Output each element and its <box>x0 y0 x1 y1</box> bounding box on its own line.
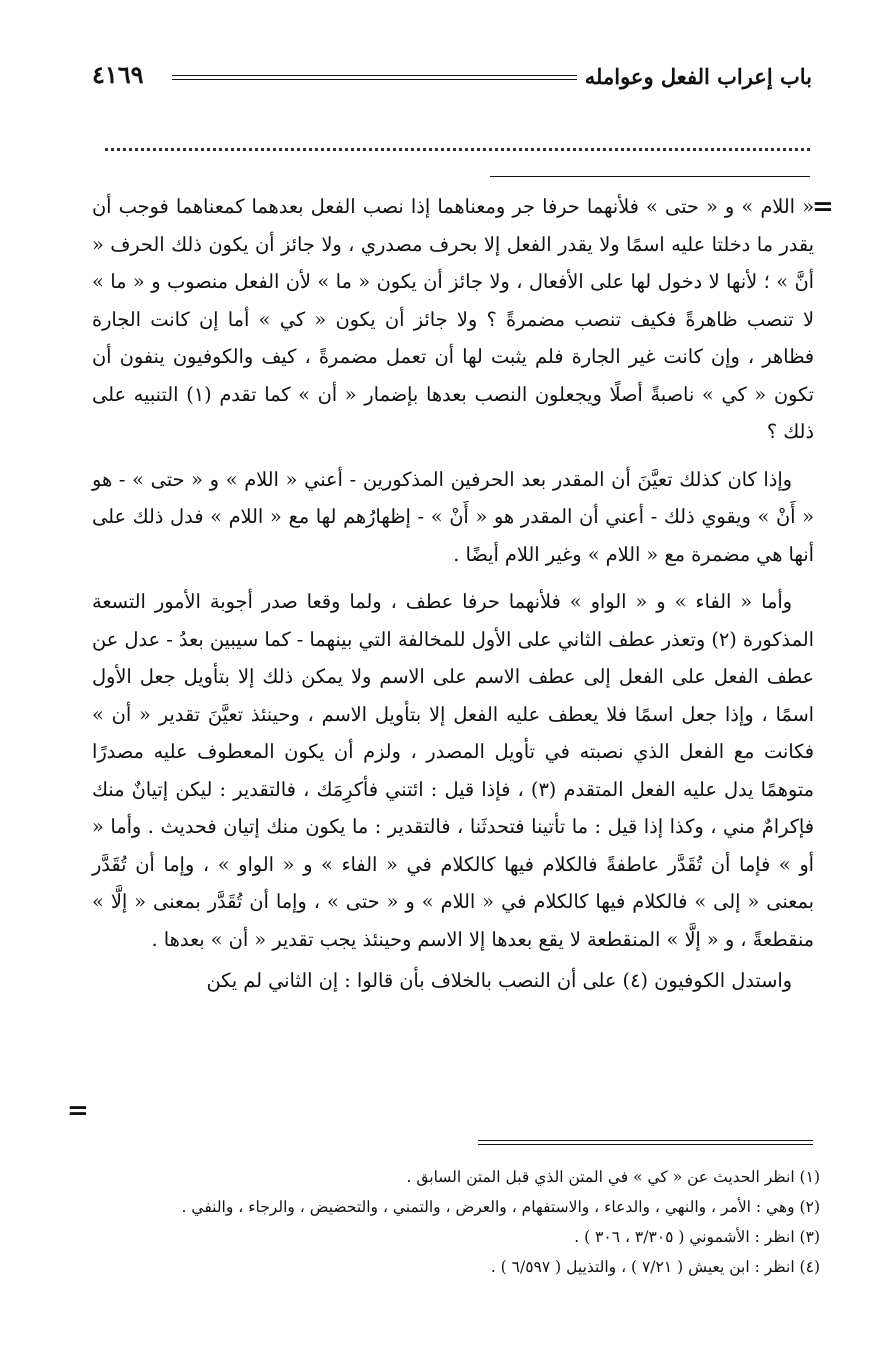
main-text <box>92 188 814 1000</box>
header-rule <box>172 75 577 80</box>
footnote-2: (٢) وهي : الأمر ، والنهي ، والدعاء ، والاستفهام ، والعرض ، والتمني ، والتحضيض ، والرجاء ، والنفي . <box>181 1198 820 1216</box>
continuation-mark-bottom: = <box>67 1096 89 1126</box>
dotted-separator <box>105 148 810 151</box>
footnotes <box>80 1162 820 1282</box>
paragraph-4 <box>92 962 814 1000</box>
footnote-3: (٣) انظر : الأشموني ( ٣/٣٠٥ ، ٣٠٦ ) . <box>574 1228 820 1246</box>
paragraph-4-text: واستدل الكوفيون (٤) على أن النصب بالخلاف بأن قالوا : إن الثاني لم يكن <box>206 969 792 992</box>
footnote-4: (٤) انظر : ابن يعيش ( ٧/٢١ ) ، والتذييل ( ٦/٥٩٧ ) . <box>490 1258 820 1276</box>
running-title: باب إعراب الفعل وعوامله <box>584 64 812 89</box>
page-header <box>92 60 812 100</box>
continuation-mark-top: = <box>812 192 834 222</box>
footnote-rule <box>478 1140 813 1145</box>
footnote-1: (١) انظر الحديث عن « كي » في المتن الذي قبل المتن السابق . <box>406 1168 820 1186</box>
paragraph-2 <box>92 461 814 574</box>
paragraph-2-text: وإذا كان كذلك تعيَّنَ أن المقدر بعد الحرفين المذكورين - أعني « اللام » و « حتى » - هو « أَنْ » ويقوي ذلك - أعني أن المقدر هو « أَنْ » - إظهارُهم لها مع « اللام » فدل ذلك على أنها هي مضمرة مع « اللام » وغير اللام أيضًا . <box>92 467 814 566</box>
section-rule <box>490 176 810 177</box>
paragraph-1: « اللام » و « حتى » فلأنهما حرفا جر ومعناهما إذا نصب الفعل بعدهما كمعناهما فوجب أن يقدر ما دخلتا عليه اسمًا ولا يقدر الفعل إلا بحرف مصدري ، ولا جائز أن يكون ذلك الحرف « أنَّ » ؛ لأنها لا دخول لها على الأفعال ، ولا جائز أن يكون « ما » لأن الفعل منصوب و « ما » لا تنصب ظاهرةً فكيف تنصب مضمرةً ؟ ولا جائز أن يكون « كي » أما إن كانت الجارة فظاهر ، وإن كانت غير الجارة فلم يثبت لها أن تعمل مضمرةً ، كيف والكوفيون ينفون أن تكون « كي » ناصبةً أصلًا ويجعلون النصب بعدها بإضمار « أن » كما تقدم (١) التنبيه على ذلك ؟ <box>92 195 814 443</box>
page-number: ٤١٦٩ <box>92 60 144 89</box>
paragraph-3 <box>92 583 814 958</box>
paragraph-3-text: وأما « الفاء » و « الواو » فلأنهما حرفا عطف ، ولما وقعا صدر أجوبة الأمور التسعة المذكورة (٢) وتعذر عطف الثاني على الأول للمخالفة التي بينهما - كما سيبين بعدُ - عدل عن عطف الفعل على الفعل إلى عطف الاسم على الاسم ولا يمكن ذلك إلا بتأويل جعل الأول اسمًا ، وإذا جعل اسمًا فلا يعطف عليه الفعل إلا بتأويل الاسم ، وحينئذ تعيَّنَ تقدير « أن » فكانت مع الفعل الذي نصبته في تأويل المصدر ، ولزم أن يكون المعطوف عليه مصدرًا متوهمًا يدل عليه الفعل المتقدم (٣) ، فإذا قيل : ائتني فأكرِمَك ، فالتقدير : ليكن إتيانٌ منك فإكرامٌ مني ، وكذا إذا قيل : ما تأتينا فتحدثَنا ، فالتقدير : ما يكون منك إتيان فحديث . وأما « أو » فإما أن تُقَدَّر عاطفةً فالكلام فيها كالكلام في « الفاء » و « الواو » ، وإما أن تُقَدَّر بمعنى « إلى » فالكلام فيها كالكلام في « اللام » و « حتى » ، وإما أن تُقَدَّر بمعنى « إلَّا » منقطعةً ، و « إلَّا » المنقطعة لا يقع بعدها إلا الاسم وحينئذ يجب تقدير « أن » بعدها . <box>92 590 814 951</box>
